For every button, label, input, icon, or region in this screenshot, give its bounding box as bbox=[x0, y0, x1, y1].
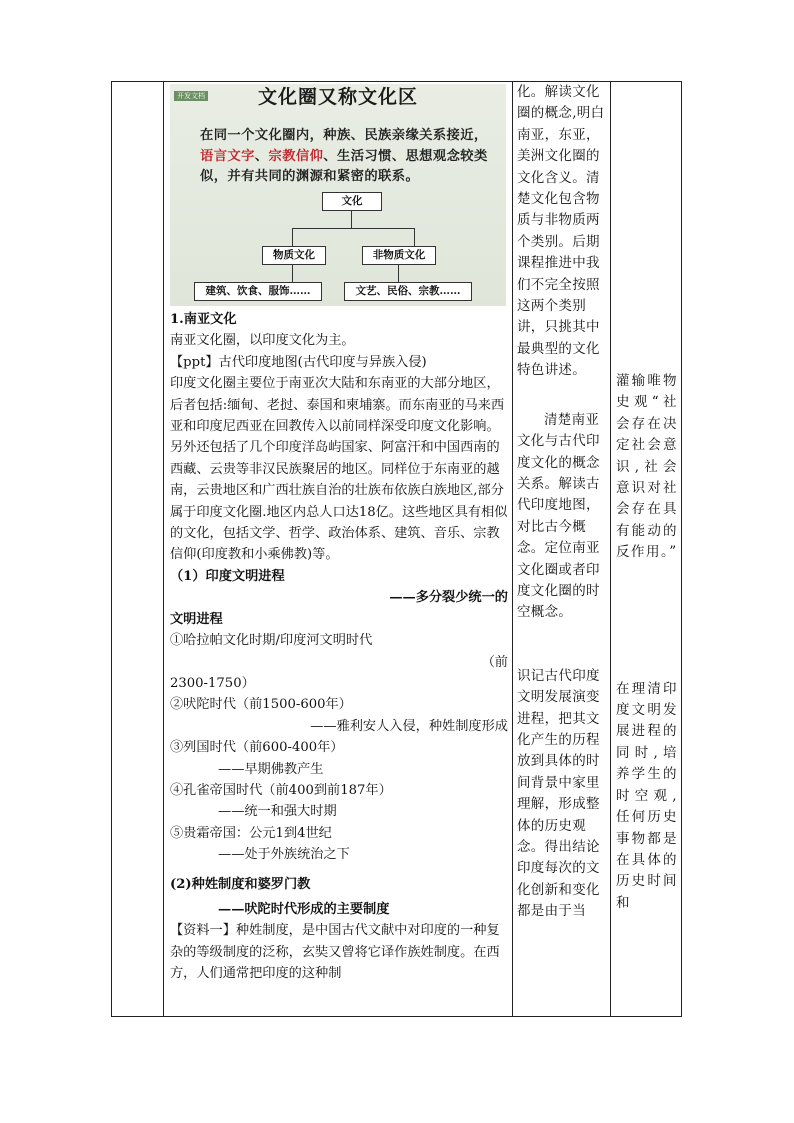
diagram-line bbox=[351, 210, 352, 228]
section-heading: 1.南亚文化 bbox=[170, 312, 237, 327]
diagram-line bbox=[292, 264, 293, 282]
era-item: ③列国时代（前600-400年） bbox=[170, 740, 344, 756]
diagram-line bbox=[398, 264, 399, 282]
era-note: ——统一和强大时期 bbox=[218, 804, 337, 820]
era-item: ⑤贵霜帝国：公元1到4世纪 bbox=[170, 825, 332, 841]
diagram-line bbox=[414, 228, 415, 246]
slide-image bbox=[170, 84, 506, 306]
intent-text: 化。解读文化圈的概念,明白南亚，东亚，美洲文化圈的文化含义。清楚文化包含物质与非物质两个类别。后期课程推进中我们不完全按照这两个类别讲，只挑其中最典型的文化特色讲述。 bbox=[517, 84, 605, 379]
era-note: ——早期佛教产生 bbox=[218, 761, 324, 777]
diagram-line bbox=[292, 228, 414, 229]
goal-column bbox=[616, 82, 678, 1016]
era-date: 2300-1750） bbox=[170, 675, 255, 691]
subsection-subtitle: ——吠陀时代形成的主要制度 bbox=[218, 901, 390, 917]
subsection-subtitle: ——多分裂少统一的 bbox=[389, 590, 508, 606]
content-column bbox=[170, 84, 508, 1016]
era-date: （前 bbox=[481, 654, 508, 670]
subsection-heading: （1）印度文明进程 bbox=[170, 568, 285, 584]
era-item: ①哈拉帕文化时期/印度河文明时代 bbox=[170, 633, 373, 649]
goal-text: 在理清印度文明发展进程的同时,培养学生的时空观,任何历史事物都是在具体的历史时间和 bbox=[616, 680, 678, 911]
diagram-nonmaterial: 非物质文化 bbox=[362, 246, 436, 265]
paragraph: 【ppt】古代印度地图(古代印度与异族入侵) bbox=[170, 354, 427, 370]
goal-text: 灌输唯物史观“社会存在决定社会意识,社会意识对社会存在具有能动的反作用。” bbox=[616, 373, 678, 561]
era-item: ②吠陀时代（前1500-600年） bbox=[170, 697, 352, 713]
intent-text: 清楚南亚文化与古代印度文化的概念关系。解读古代印度地图，对比古今概念。定位南亚文化圈或者印度文化圈的时空概念。 bbox=[517, 411, 600, 621]
column-divider bbox=[163, 81, 164, 1017]
intent-text: 识记古代印度文明发展演变进程，把其文化产生的历程放到具体的时间背景中家里理解，形成整体的历史观念。得出结论印度每次的文化创新和变化都是由于当 bbox=[517, 667, 600, 920]
diagram-root: 文化 bbox=[322, 192, 382, 211]
subsection-subtitle: 文明进程 bbox=[170, 611, 223, 627]
diagram-line bbox=[292, 228, 293, 246]
paragraph: 南亚文化圈，以印度文化为主。 bbox=[170, 333, 355, 349]
era-note: ——处于外族统治之下 bbox=[218, 847, 350, 863]
subsection-heading: (2)种姓制度和婆罗门教 bbox=[170, 876, 311, 892]
diagram-material: 物质文化 bbox=[262, 246, 326, 265]
diagram-nonmaterial-examples: 文艺、民俗、宗教…… bbox=[344, 282, 472, 301]
slide-badge: 开发文档 bbox=[174, 91, 208, 101]
intent-column bbox=[517, 82, 607, 1016]
slide-body: 在同一个文化圈内，种族、民族亲缘关系接近，语言文字、宗教信仰、生活习惯、思想观念较类似，并有共同的渊源和紧密的联系。 bbox=[200, 128, 488, 185]
paragraph: 印度文化圈主要位于南亚次大陆和东南亚的大部分地区，后者包括:缅甸、老挝、泰国和柬埔寨。而东南亚的马来西亚和印度尼西亚在回教传入以前同样深受印度文化影响。另外还包括了几个印度洋岛屿国家、阿富汗和中国西南的西藏、云贵等非汉民族聚居的地区。同样位于东南亚的越南，云贵地区和广西壮族自治的壮族布依族白族地区,部分属于印度文化圈.地区内总人口达18亿。这些地区具有相似的文化，包括文学、哲学、政治体系、建筑、音乐、宗教信仰(印度教和小乘佛教)等。 bbox=[170, 376, 508, 563]
slide-title: 文化圈又称文化区 bbox=[257, 86, 418, 108]
diagram-material-examples: 建筑、饮食、服饰…… bbox=[194, 282, 322, 301]
column-divider bbox=[512, 81, 513, 1017]
paragraph: 【资料一】种姓制度，是中国古代文献中对印度的一种复杂的等级制度的泛称，玄奘又曾将它译作族姓制度。在西方，人们通常把印度的这种制 bbox=[170, 923, 500, 982]
era-note: ——雅利安人入侵，种姓制度形成 bbox=[310, 718, 508, 734]
era-item: ④孔雀帝国时代（前400到前187年） bbox=[170, 782, 392, 798]
column-divider bbox=[610, 81, 611, 1017]
